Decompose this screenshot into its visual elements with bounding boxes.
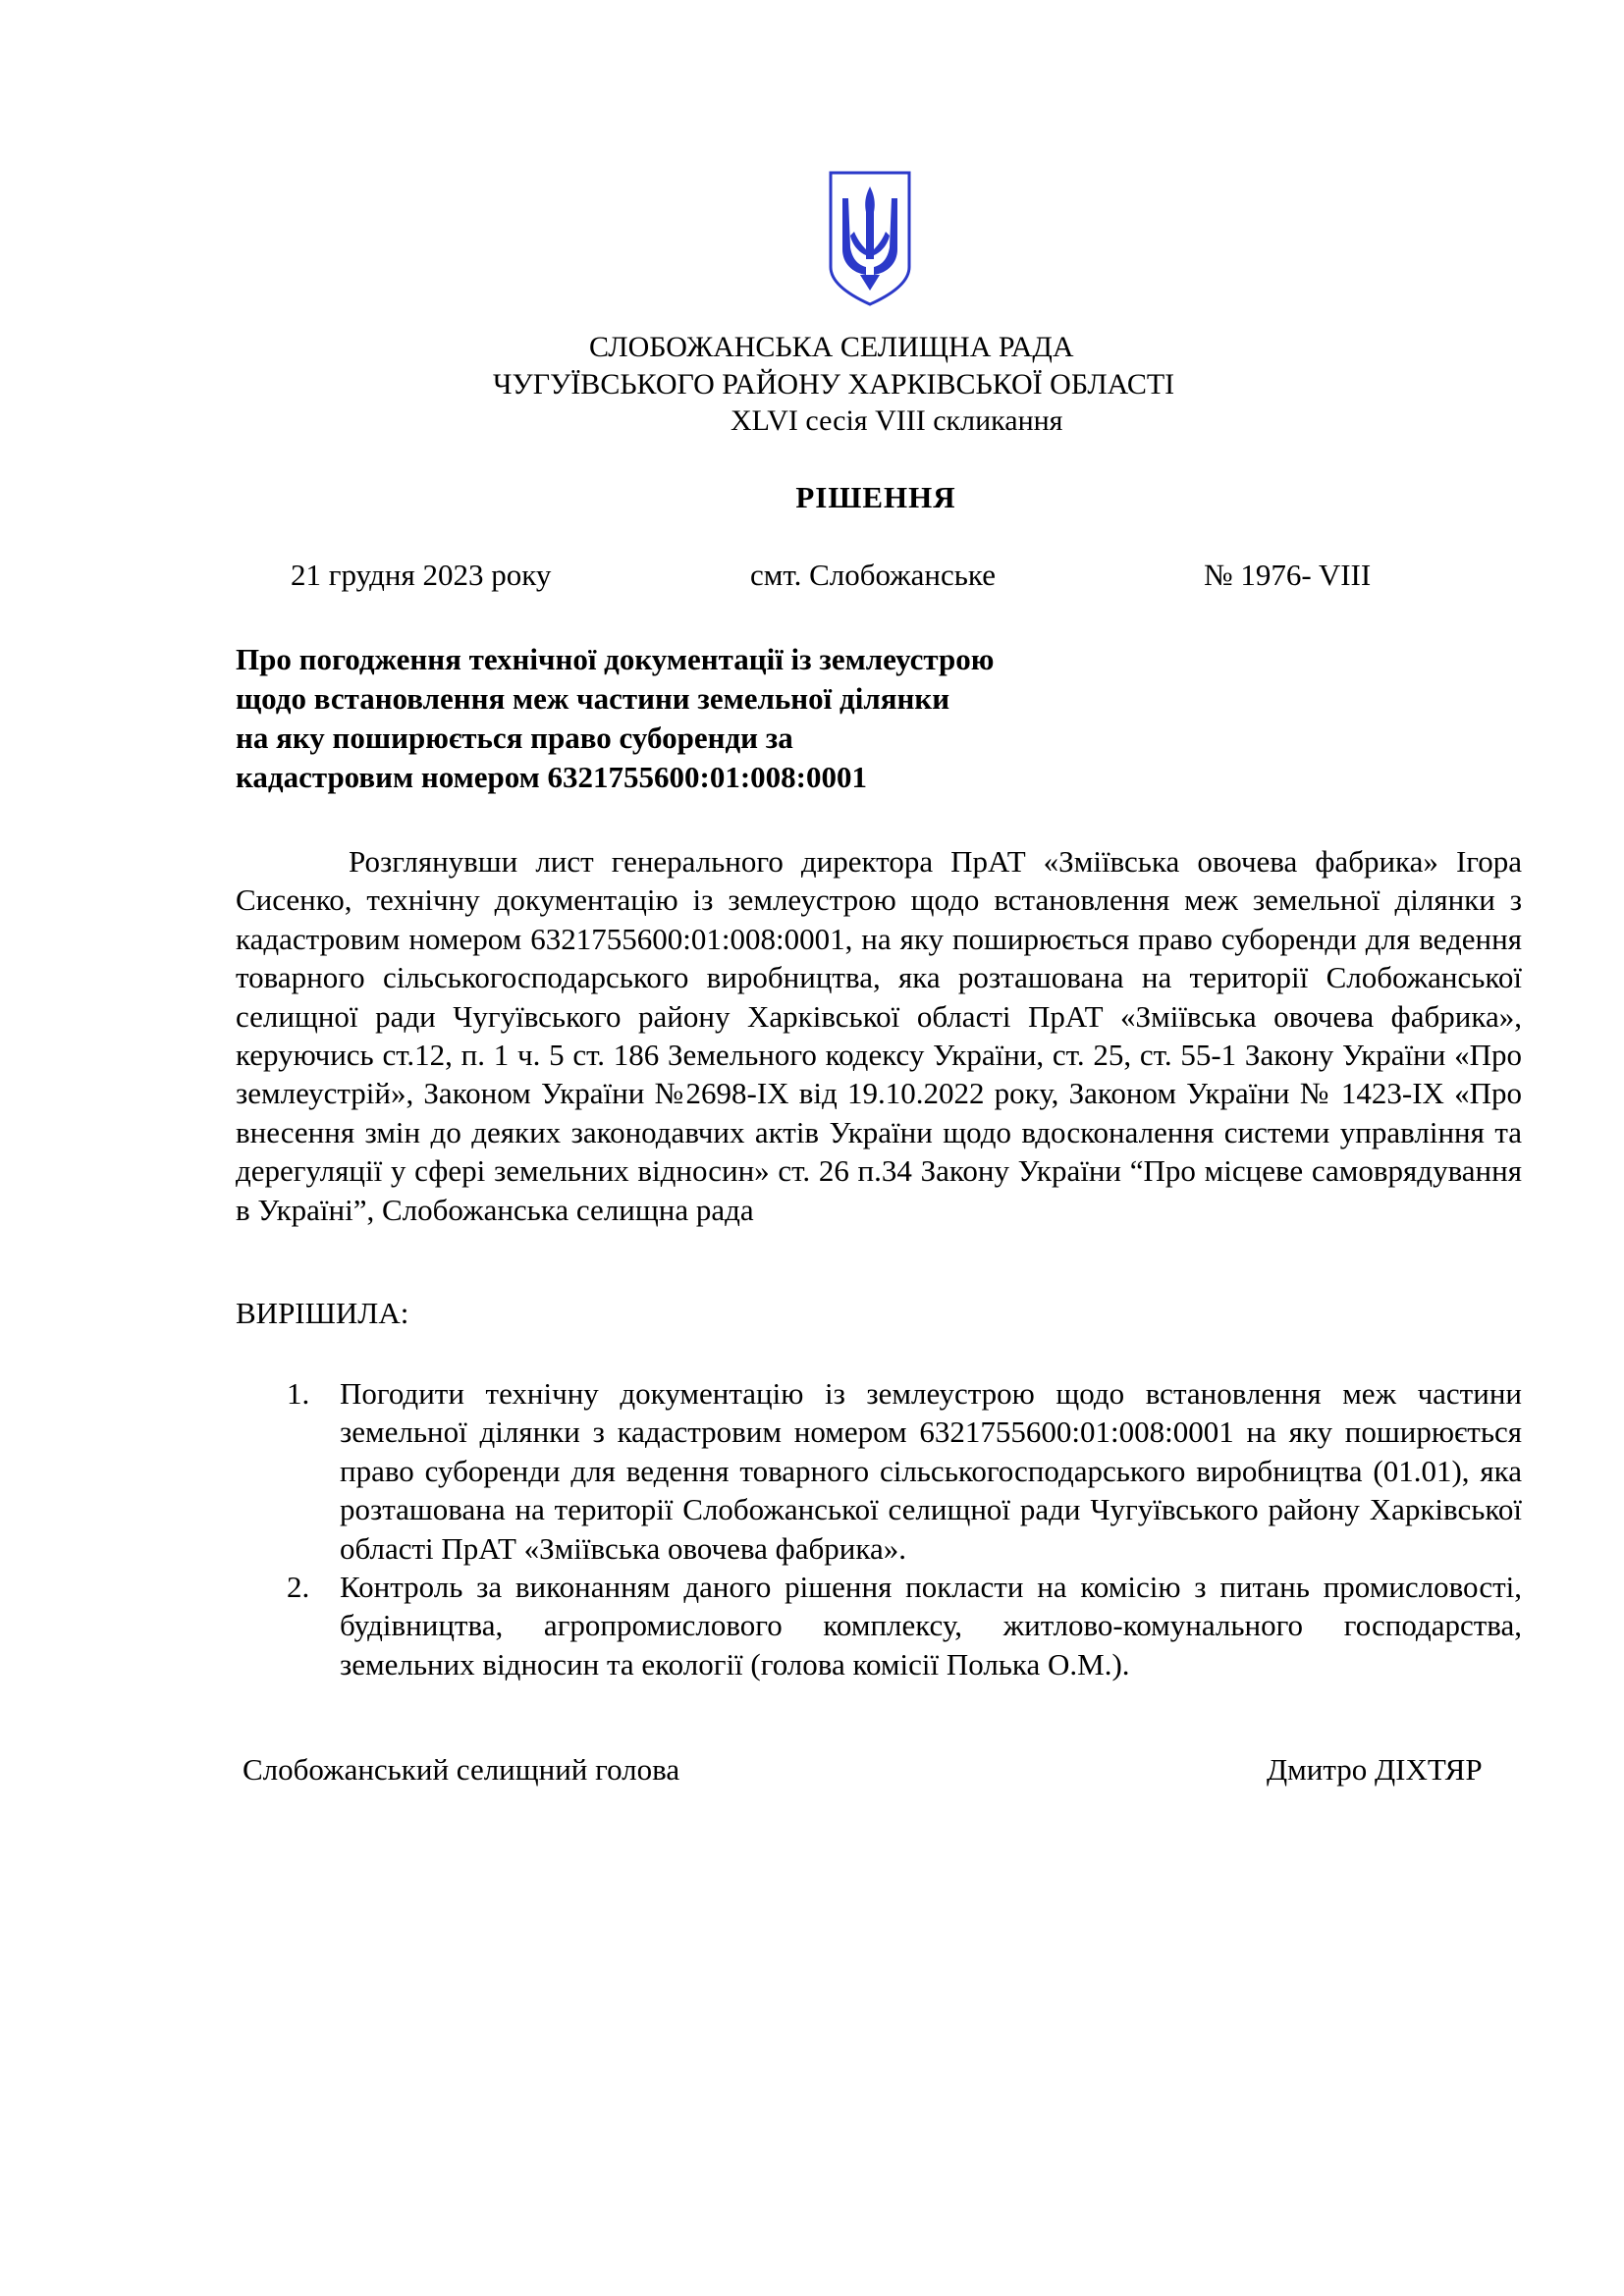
subject-line: на яку поширюється право суборенди за: [236, 721, 793, 755]
list-item-number: 2.: [287, 1570, 310, 1605]
preamble-paragraph: Розглянувши лист генерального директора ПрАТ «Зміївська овочева фабрика» Ігора Сисенко, технічну документацію із землеустрою щодо встановлення меж земельної ділянки з кадастровим номером 6321755600:01:008:0001, на яку поширюється право суборенди для ведення товарного сільськогосподарського виробництва, яка розташована на території Слобожанської селищної ради Чугуївського району Харківської області ПрАТ «Зміївська овочева фабрика», керуючись ст.12, п. 1 ч. 5 ст. 186 Земельного кодексу України, ст. 25, ст. 55-1 Закону України «Про землеустрій», Законом України №2698-ІХ від 19.10.2022 року, Законом України № 1423-ІХ «Про внесення змін до деяких законодавчих актів України щодо вдосконалення системи управління та дерегуляції у сфері земельних відносин» ст. 26 п.34 Закону України “Про місцеве самоврядування в Україні”, Слобожанська селищна рада: [236, 844, 1522, 1227]
resolution-list: [236, 1374, 1522, 1683]
subject-line: Про погодження технічної документації із землеустрою: [236, 642, 995, 676]
district-name-line: ЧУГУЇВСЬКОГО РАЙОНУ ХАРКІВСЬКОЇ ОБЛАСТІ: [493, 368, 1175, 400]
council-name-line: СЛОБОЖАНСЬКА СЕЛИЩНА РАДА: [589, 331, 1074, 363]
list-item: [236, 1374, 1522, 1568]
list-item-text: Погодити технічну документацію із землеустрою щодо встановлення меж частини земельної ділянки з кадастровим номером 6321755600:01:008:0001 на яку поширюється право суборенди для ведення товарного сільськогосподарського виробництва (01.01), яка розташована на території Слобожанської селищної ради Чугуївського району Харківської області ПрАТ «Зміївська овочева фабрика».: [340, 1376, 1522, 1566]
decision-number: № 1976- VIII: [1204, 558, 1372, 592]
decision-place: смт. Слобожанське: [750, 558, 996, 592]
list-item-text: Контроль за виконанням даного рішення покласти на комісію з питань промисловості, будівництва, агропромислового комплексу, житлово-комунального господарства, земельних відносин та екології (голова комісії Полька О.М.).: [340, 1570, 1522, 1682]
resolved-label: ВИРІШИЛА:: [236, 1296, 409, 1330]
subject-line: щодо встановлення меж частини земельної ділянки: [236, 681, 950, 716]
list-item: [236, 1568, 1522, 1683]
decision-date: 21 грудня 2023 року: [291, 558, 552, 592]
ukraine-trident-icon: [825, 169, 915, 308]
subject-line: кадастровим номером 6321755600:01:008:0001: [236, 760, 868, 794]
document-title: РІШЕННЯ: [795, 480, 956, 514]
signatory-name: Дмитро ДІХТЯР: [1267, 1752, 1483, 1787]
signatory-position: Слобожанський селищний голова: [243, 1752, 680, 1787]
session-info-line: XLVI сесія VIII скликання: [731, 404, 1063, 437]
list-item-number: 1.: [287, 1376, 310, 1411]
decision-subject: [236, 640, 1119, 797]
